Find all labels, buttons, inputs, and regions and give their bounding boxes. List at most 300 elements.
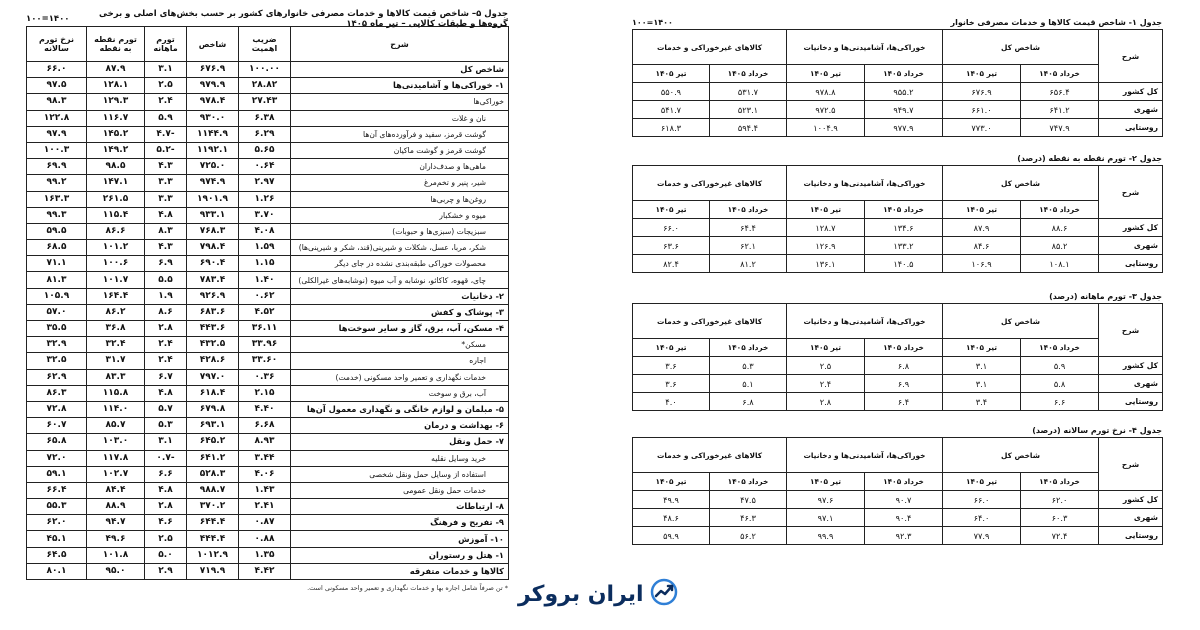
table5-cell: ۶۷۶.۹	[187, 62, 239, 78]
right-table-row-label: کل کشور	[1099, 491, 1163, 509]
right-table-cell: ۸۷.۹	[943, 219, 1021, 237]
table5-cell: ۵.۶۵	[239, 142, 291, 158]
table5-container	[26, 9, 508, 592]
table5-cell: ۱۲۹.۳	[87, 94, 145, 110]
iranbroker-logo	[518, 578, 678, 610]
right-table-cell: ۱۳۴.۶	[865, 219, 943, 237]
table5-cell: ۱۰۱.۷	[87, 272, 145, 288]
right-table-sub-header: خرداد ۱۴۰۵	[1021, 473, 1099, 491]
table5-cell: ۴.۵۲	[239, 304, 291, 320]
table5-cell: ۱۰۵.۹	[27, 288, 87, 304]
right-table-sub-header: تیر ۱۴۰۵	[787, 339, 865, 357]
table5-cell: ۰.۶۴	[239, 159, 291, 175]
right-table-cell: ۶۰.۳	[1021, 509, 1099, 527]
right-table-sub-header: تیر ۱۴۰۵	[633, 473, 710, 491]
right-table-sub-header: تیر ۱۴۰۵	[943, 473, 1021, 491]
right-table-cell: ۹۴۹.۷	[865, 101, 943, 119]
right-table-cell: ۹۰.۷	[865, 491, 943, 509]
right-table-cell: ۱۲۸.۷	[787, 219, 865, 237]
table5-cell: ۷۲.۰	[27, 450, 87, 466]
right-table-cell: ۵۴۱.۷	[633, 101, 710, 119]
table5-cell: ۱۰۰.۰۰	[239, 62, 291, 78]
table5-cell: ۶۹۰.۴	[187, 256, 239, 272]
table5-row	[27, 434, 509, 450]
table5-cell: ۱۱۴۴.۹	[187, 126, 239, 142]
table5-row-label: سبزیجات (سبزی‌ها و حبوبات)	[291, 223, 509, 239]
table5-cell: ۷۸۳.۴	[187, 272, 239, 288]
table5-cell: ۹۷۹.۹	[187, 78, 239, 94]
table5-cell: ۳۵.۵	[27, 321, 87, 337]
right-table-cell: ۸۲.۴	[633, 255, 710, 273]
table5	[26, 26, 509, 580]
right-table-sub-row	[633, 201, 1163, 219]
right-table-group-header: کالاهای غیرخوراکی و خدمات	[633, 304, 787, 339]
right-table-row	[633, 237, 1163, 255]
right-table-base: ۱۴۰۰=۱۰۰	[632, 18, 673, 27]
right-table-title-bar	[632, 290, 1162, 303]
right-table	[632, 29, 1163, 137]
table5-cell: ۱۹۰۱.۹	[187, 191, 239, 207]
right-table-sub-header: تیر ۱۴۰۵	[787, 65, 865, 83]
right-table-cell: ۱۰۸.۱	[1021, 255, 1099, 273]
right-table-cell: ۶۵۶.۴	[1021, 83, 1099, 101]
table5-cell: ۰.۸۸	[239, 531, 291, 547]
table5-row-label: محصولات خوراکی طبقه‌بندی نشده در جای دیگر	[291, 256, 509, 272]
right-table-sub-header: خرداد ۱۴۰۵	[865, 201, 943, 219]
table5-cell: ۹۵.۰	[87, 563, 145, 579]
table5-cell: ۱.۹	[145, 288, 187, 304]
right-table-title: جدول ۴- نرخ تورم سالانه (درصد)	[1032, 426, 1162, 435]
table5-cell: ۹۷.۹	[27, 126, 87, 142]
table5-row	[27, 240, 509, 256]
table5-row	[27, 175, 509, 191]
table5-row-label: آب، برق و سوخت	[291, 385, 509, 401]
right-table-title-bar	[632, 152, 1162, 165]
table5-row-label: مسکن*	[291, 337, 509, 353]
table5-cell: ۹۳۰.۰	[187, 110, 239, 126]
table5-cell: ۷۱.۱	[27, 256, 87, 272]
table5-cell: ۹۳۳.۱	[187, 207, 239, 223]
right-table-cell: ۶.۸	[710, 393, 787, 411]
table5-cell: ۴.۳	[145, 240, 187, 256]
table5-cell: ۹۲۶.۹	[187, 288, 239, 304]
chart-circle-icon	[650, 578, 678, 610]
table5-cell: ۲۷.۴۳	[239, 94, 291, 110]
table5-cell: ۱.۱۵	[239, 256, 291, 272]
right-table-row-label: کل کشور	[1099, 219, 1163, 237]
right-table-title: جدول ۳- تورم ماهانه (درصد)	[1049, 292, 1162, 301]
table5-cell: ۸.۹۳	[239, 434, 291, 450]
right-table-cell: ۷۴۷.۹	[1021, 119, 1099, 137]
table5-row-label: اجاره	[291, 353, 509, 369]
right-table-sub-header: خرداد ۱۴۰۵	[865, 473, 943, 491]
table5-cell: ۷۱۹.۹	[187, 563, 239, 579]
table5-row	[27, 159, 509, 175]
right-table-cell: ۶۴.۰	[943, 509, 1021, 527]
table5-cell: ۳۲.۴	[87, 337, 145, 353]
right-table-cell: ۸۱.۲	[710, 255, 787, 273]
right-table-cell: ۲.۸	[787, 393, 865, 411]
right-table-cell: ۵۳۱.۷	[710, 83, 787, 101]
table5-cell: ۵.۷	[145, 401, 187, 417]
right-table-cell: ۶.۴	[865, 393, 943, 411]
right-table-cell: ۹۹.۹	[787, 527, 865, 545]
right-table-row-label: شهری	[1099, 509, 1163, 527]
right-table-desc-header: شرح	[1099, 304, 1163, 357]
table5-cell: ۶۰.۷	[27, 418, 87, 434]
right-table-row-label: روستایی	[1099, 119, 1163, 137]
table5-cell: ۶.۲۹	[239, 126, 291, 142]
table5-cell: ۶.۶	[145, 466, 187, 482]
table5-cell: ۶.۶۸	[239, 418, 291, 434]
table5-cell: ۱.۴۳	[239, 482, 291, 498]
table5-row	[27, 418, 509, 434]
right-table-row	[633, 83, 1163, 101]
table5-cell: ۶۹۳.۱	[187, 418, 239, 434]
table5-row-label: ۱- خوراکی‌ها و آشامیدنی‌ها	[291, 78, 509, 94]
table5-cell: ۹۸۸.۷	[187, 482, 239, 498]
table5-row	[27, 499, 509, 515]
right-table-cell: ۱۴۰.۵	[865, 255, 943, 273]
right-table-sub-header: تیر ۱۴۰۵	[943, 65, 1021, 83]
table5-row	[27, 353, 509, 369]
right-table-cell: ۹۷۲.۵	[787, 101, 865, 119]
table5-cell: ۵.۹	[145, 110, 187, 126]
right-table-sub-header: خرداد ۱۴۰۵	[710, 473, 787, 491]
table5-cell: ۲.۹	[145, 563, 187, 579]
table5-row	[27, 531, 509, 547]
table5-row	[27, 563, 509, 579]
right-table-cell: ۷۲.۴	[1021, 527, 1099, 545]
table5-cell: ۴.۰۸	[239, 223, 291, 239]
right-table-row-label: کل کشور	[1099, 83, 1163, 101]
table5-row	[27, 62, 509, 78]
table5-cell: ۴.۳	[145, 159, 187, 175]
table5-row	[27, 207, 509, 223]
table5-cell: ۳۷۰.۲	[187, 499, 239, 515]
table5-cell: ۱۰۰.۳	[27, 142, 87, 158]
right-table-cell: ۵.۳	[710, 357, 787, 375]
right-table-cell: ۵.۹	[1021, 357, 1099, 375]
table5-cell: ۹۸.۵	[87, 159, 145, 175]
table5-cell: ۳.۷۰	[239, 207, 291, 223]
right-table-cell: ۱۲۶.۹	[787, 237, 865, 255]
table5-footnote: * تن صرفاً شامل اجاره بها و خدمات نگهداری و تعمیر واحد مسکونی است.	[307, 584, 508, 592]
table5-cell: ۱.۲۶	[239, 191, 291, 207]
right-table-cell: ۸۴.۶	[943, 237, 1021, 255]
table5-row-label: گوشت قرمز، سفید و فرآورده‌های آن‌ها	[291, 126, 509, 142]
table5-cell: ۶۶.۰	[27, 62, 87, 78]
table5-base: ۱۴۰۰=۱۰۰	[26, 14, 70, 24]
table5-row	[27, 191, 509, 207]
right-table-group-header: شاخص کل	[943, 304, 1099, 339]
table5-cell: ۳۱.۷	[87, 353, 145, 369]
table5-cell: ۵.۳	[145, 418, 187, 434]
table5-cell: ۱۴۷.۱	[87, 175, 145, 191]
table5-row-label: ۱- هتل و رستوران	[291, 547, 509, 563]
right-table-cell: ۹۲.۳	[865, 527, 943, 545]
right-table-row	[633, 375, 1163, 393]
right-table-row	[633, 491, 1163, 509]
table5-row-label: ۵- مبلمان و لوازم خانگی و نگهداری معمول آن‌ها	[291, 401, 509, 417]
table5-row	[27, 110, 509, 126]
table5-cell: ۱۶۴.۴	[87, 288, 145, 304]
right-table-sub-header: تیر ۱۴۰۵	[633, 201, 710, 219]
right-table-group-header: شاخص کل	[943, 30, 1099, 65]
right-table-cell: ۳.۶	[633, 375, 710, 393]
table5-row-label: ماهی‌ها و صدف‌داران	[291, 159, 509, 175]
table5-cell: ۴.۴۲	[239, 563, 291, 579]
table5-cell: ۳۳.۶۰	[239, 353, 291, 369]
table5-cell: ۲.۵	[145, 78, 187, 94]
table5-cell: ۴۳۲.۵	[187, 337, 239, 353]
table5-cell: ۲۶۱.۵	[87, 191, 145, 207]
table5-cell: ۱۱۵.۴	[87, 207, 145, 223]
table5-cell: ۸۷.۹	[87, 62, 145, 78]
table5-cell: ۲.۴	[145, 353, 187, 369]
right-table-cell: ۴۷.۵	[710, 491, 787, 509]
right-table-cell: ۶۱۸.۳	[633, 119, 710, 137]
right-table-cell: ۵.۱	[710, 375, 787, 393]
right-table-sub-header: تیر ۱۴۰۵	[633, 339, 710, 357]
table5-cell: ۴۴۳.۶	[187, 321, 239, 337]
table5-row	[27, 142, 509, 158]
table5-cell: ۶۴.۵	[27, 547, 87, 563]
table5-row-label: ۲- دخانیات	[291, 288, 509, 304]
right-table-desc-header: شرح	[1099, 166, 1163, 219]
table5-row-label: خوراکی‌ها	[291, 94, 509, 110]
right-table-cell: ۵۹.۹	[633, 527, 710, 545]
right-table-group-header: شاخص کل	[943, 166, 1099, 201]
right-table-cell: ۵۵۰.۹	[633, 83, 710, 101]
table5-cell: ۱۰۳.۰	[87, 434, 145, 450]
table5-row	[27, 450, 509, 466]
right-table-cell: ۶۶.۰	[943, 491, 1021, 509]
right-table-desc-header: شرح	[1099, 438, 1163, 491]
table5-cell: ۲.۸	[145, 321, 187, 337]
table5-row	[27, 401, 509, 417]
right-table	[632, 165, 1163, 273]
right-table-row-label: روستایی	[1099, 255, 1163, 273]
right-table-cell: ۹۷.۱	[787, 509, 865, 527]
right-table-cell: ۵۶.۲	[710, 527, 787, 545]
right-table-group-header: کالاهای غیرخوراکی و خدمات	[633, 438, 787, 473]
table5-row	[27, 94, 509, 110]
table5-cell: ۹۸.۳	[27, 94, 87, 110]
table5-cell: ۴۲۸.۶	[187, 353, 239, 369]
right-table-cell: ۶.۶	[1021, 393, 1099, 411]
right-table-row-label: شهری	[1099, 237, 1163, 255]
table5-cell: ۸.۳	[145, 223, 187, 239]
table5-header-cell: ضریب اهمیت	[239, 27, 291, 62]
table5-cell: ۱.۵۹	[239, 240, 291, 256]
table5-row	[27, 385, 509, 401]
table5-row-label: ۴- مسکن، آب، برق، گاز و سایر سوخت‌ها	[291, 321, 509, 337]
right-table-cell: ۱۰۶.۹	[943, 255, 1021, 273]
table5-cell: ۰.۸۷	[239, 515, 291, 531]
table5-cell: ۶۵.۸	[27, 434, 87, 450]
table5-row-label: میوه و خشکبار	[291, 207, 509, 223]
right-table-sub-header: خرداد ۱۴۰۵	[710, 339, 787, 357]
table5-cell: ۱۰۱.۲	[87, 240, 145, 256]
table5-cell: ۳.۱	[145, 62, 187, 78]
table5-cell: ۱.۳۵	[239, 547, 291, 563]
table5-row	[27, 547, 509, 563]
table5-cell: ۲.۹۷	[239, 175, 291, 191]
table5-row-label: ۷- حمل ونقل	[291, 434, 509, 450]
table5-cell: ۳۶.۱۱	[239, 321, 291, 337]
right-table-group-row	[633, 304, 1163, 339]
right-table-group-row	[633, 166, 1163, 201]
right-table-row	[633, 119, 1163, 137]
right-table-cell: ۱۳۳.۲	[865, 237, 943, 255]
right-table-cell: ۵۲۳.۱	[710, 101, 787, 119]
right-table-row	[633, 101, 1163, 119]
right-table-cell: ۸۸.۶	[1021, 219, 1099, 237]
table5-header-cell: تورم نقطه به نقطه	[87, 27, 145, 62]
table5-row-label: شیر، پنیر و تخم‌مرغ	[291, 175, 509, 191]
table5-cell: ۳۲.۹	[27, 337, 87, 353]
table5-header-cell: شاخص	[187, 27, 239, 62]
table5-row	[27, 466, 509, 482]
table5-row-label: خدمات حمل ونقل عمومی	[291, 482, 509, 498]
table5-row	[27, 369, 509, 385]
table5-row-label: گوشت قرمز و گوشت ماکیان	[291, 142, 509, 158]
right-table-cell: ۵۹۴.۴	[710, 119, 787, 137]
right-table-cell: ۱۳۶.۱	[787, 255, 865, 273]
right-table-cell: ۷۷.۹	[943, 527, 1021, 545]
right-table-cell: ۹۵۵.۲	[865, 83, 943, 101]
table5-row	[27, 321, 509, 337]
table5-row	[27, 126, 509, 142]
table5-cell: ۱۴۹.۲	[87, 142, 145, 158]
table5-cell: ۶۲.۹	[27, 369, 87, 385]
table5-cell: ۱۰۱.۸	[87, 547, 145, 563]
table5-cell: ۱۱۹۲.۱	[187, 142, 239, 158]
table5-cell: ۹۷۸.۴	[187, 94, 239, 110]
table5-cell: ۱۱۷.۸	[87, 450, 145, 466]
right-table-row	[633, 219, 1163, 237]
right-table-cell: ۶.۸	[865, 357, 943, 375]
right-table	[632, 303, 1163, 411]
table5-cell: ۱۲۸.۱	[87, 78, 145, 94]
table2-container	[632, 152, 1162, 273]
right-table-group-header: کالاهای غیرخوراکی و خدمات	[633, 30, 787, 65]
right-table-cell: ۲.۴	[787, 375, 865, 393]
table5-cell: ۹۴.۷	[87, 515, 145, 531]
table5-cell: -۵.۲	[145, 142, 187, 158]
table5-cell: ۸۱.۳	[27, 272, 87, 288]
right-table-sub-header: خرداد ۱۴۰۵	[865, 65, 943, 83]
table5-cell: ۸۰.۱	[27, 563, 87, 579]
table5-cell: ۶۴۵.۲	[187, 434, 239, 450]
table5-cell: ۳۶.۸	[87, 321, 145, 337]
right-table-cell: ۶۴۱.۲	[1021, 101, 1099, 119]
right-table-cell: ۶۴.۴	[710, 219, 787, 237]
table5-cell: ۷۶۸.۳	[187, 223, 239, 239]
table5-cell: ۳.۳	[145, 175, 187, 191]
table5-row-label: استفاده از وسایل حمل ونقل شخصی	[291, 466, 509, 482]
table4-container	[632, 424, 1162, 545]
table5-cell: ۶۲.۰	[27, 515, 87, 531]
table5-row-label: خدمات نگهداری و تعمیر واحد مسکونی (خدمت)	[291, 369, 509, 385]
right-table-row	[633, 393, 1163, 411]
right-table-group-row	[633, 30, 1163, 65]
table5-cell: ۲.۵	[145, 531, 187, 547]
right-table-title: جدول ۲- تورم نقطه به نقطه (درصد)	[1017, 154, 1162, 163]
right-table-cell: ۶.۹	[865, 375, 943, 393]
right-table-cell: ۹۰.۴	[865, 509, 943, 527]
table5-cell: ۹۷۴.۹	[187, 175, 239, 191]
table5-cell: ۹۹.۲	[27, 175, 87, 191]
table5-cell: ۱۱۵.۸	[87, 385, 145, 401]
right-table-row-label: شهری	[1099, 101, 1163, 119]
table5-cell: ۶۶.۴	[27, 482, 87, 498]
table5-cell: ۷۲۵.۰	[187, 159, 239, 175]
table5-cell: ۹۹.۳	[27, 207, 87, 223]
right-table-group-header: خوراکی‌ها، آشامیدنی‌ها و دخانیات	[787, 30, 943, 65]
table5-cell: -۴.۷	[145, 126, 187, 142]
table5-cell: ۴.۶	[145, 515, 187, 531]
right-table-row-label: شهری	[1099, 375, 1163, 393]
table5-row-label: شاخص کل	[291, 62, 509, 78]
table5-cell: ۳۳.۹۶	[239, 337, 291, 353]
right-table-cell: ۳.۶	[633, 357, 710, 375]
table5-cell: ۱۶۳.۳	[27, 191, 87, 207]
table5-cell: ۴.۰۶	[239, 466, 291, 482]
right-table-sub-header: خرداد ۱۴۰۵	[1021, 65, 1099, 83]
table5-cell: ۳۲.۵	[27, 353, 87, 369]
table5-header-cell: تورم ماهانه	[145, 27, 187, 62]
table5-cell: ۵۲۸.۳	[187, 466, 239, 482]
table5-cell: ۱۰۲.۷	[87, 466, 145, 482]
right-table-sub-header: خرداد ۱۴۰۵	[1021, 201, 1099, 219]
table5-cell: ۲.۴۱	[239, 499, 291, 515]
right-table-title-bar	[632, 16, 1162, 29]
table5-cell: -۰.۷	[145, 450, 187, 466]
right-table-title: جدول ۱- شاخص قیمت کالاها و خدمات مصرفی خانوار	[950, 18, 1162, 27]
table5-title: جدول ۵– شاخص قیمت کالاها و خدمات مصرفی خانوارهای کشور بر حسب بخش‌های اصلی و برخی گروه‌ها و طبقات کالایی – تیر ماه ۱۴۰۵	[99, 9, 508, 29]
right-table-desc-header: شرح	[1099, 30, 1163, 83]
table5-header-cell: شرح	[291, 27, 509, 62]
table5-title-bar	[26, 9, 508, 29]
table5-cell: ۸.۶	[145, 304, 187, 320]
table3-container	[632, 290, 1162, 411]
table5-row-label: روغن‌ها و چربی‌ها	[291, 191, 509, 207]
right-table-group-header: کالاهای غیرخوراکی و خدمات	[633, 166, 787, 201]
right-table-row	[633, 527, 1163, 545]
right-table-row	[633, 357, 1163, 375]
logo-text: ایران بروکر	[518, 581, 644, 607]
right-table-sub-header: تیر ۱۴۰۵	[787, 473, 865, 491]
table5-cell: ۸۳.۳	[87, 369, 145, 385]
table5-cell: ۲۸.۸۲	[239, 78, 291, 94]
table5-body	[27, 62, 509, 580]
table5-cell: ۸۸.۹	[87, 499, 145, 515]
table5-cell: ۴.۸	[145, 482, 187, 498]
table5-cell: ۵.۵	[145, 272, 187, 288]
table5-header-cell: نرخ تورم سالانه	[27, 27, 87, 62]
table1-container	[632, 16, 1162, 137]
right-table-cell: ۲.۵	[787, 357, 865, 375]
right-table-cell: ۹۷۷.۹	[865, 119, 943, 137]
table5-cell: ۸۵.۷	[87, 418, 145, 434]
table5-row-label: ۱۰- آموزش	[291, 531, 509, 547]
table5-cell: ۷۲.۸	[27, 401, 87, 417]
table5-row	[27, 223, 509, 239]
table5-cell: ۶۹.۹	[27, 159, 87, 175]
table5-header-row	[27, 27, 509, 62]
